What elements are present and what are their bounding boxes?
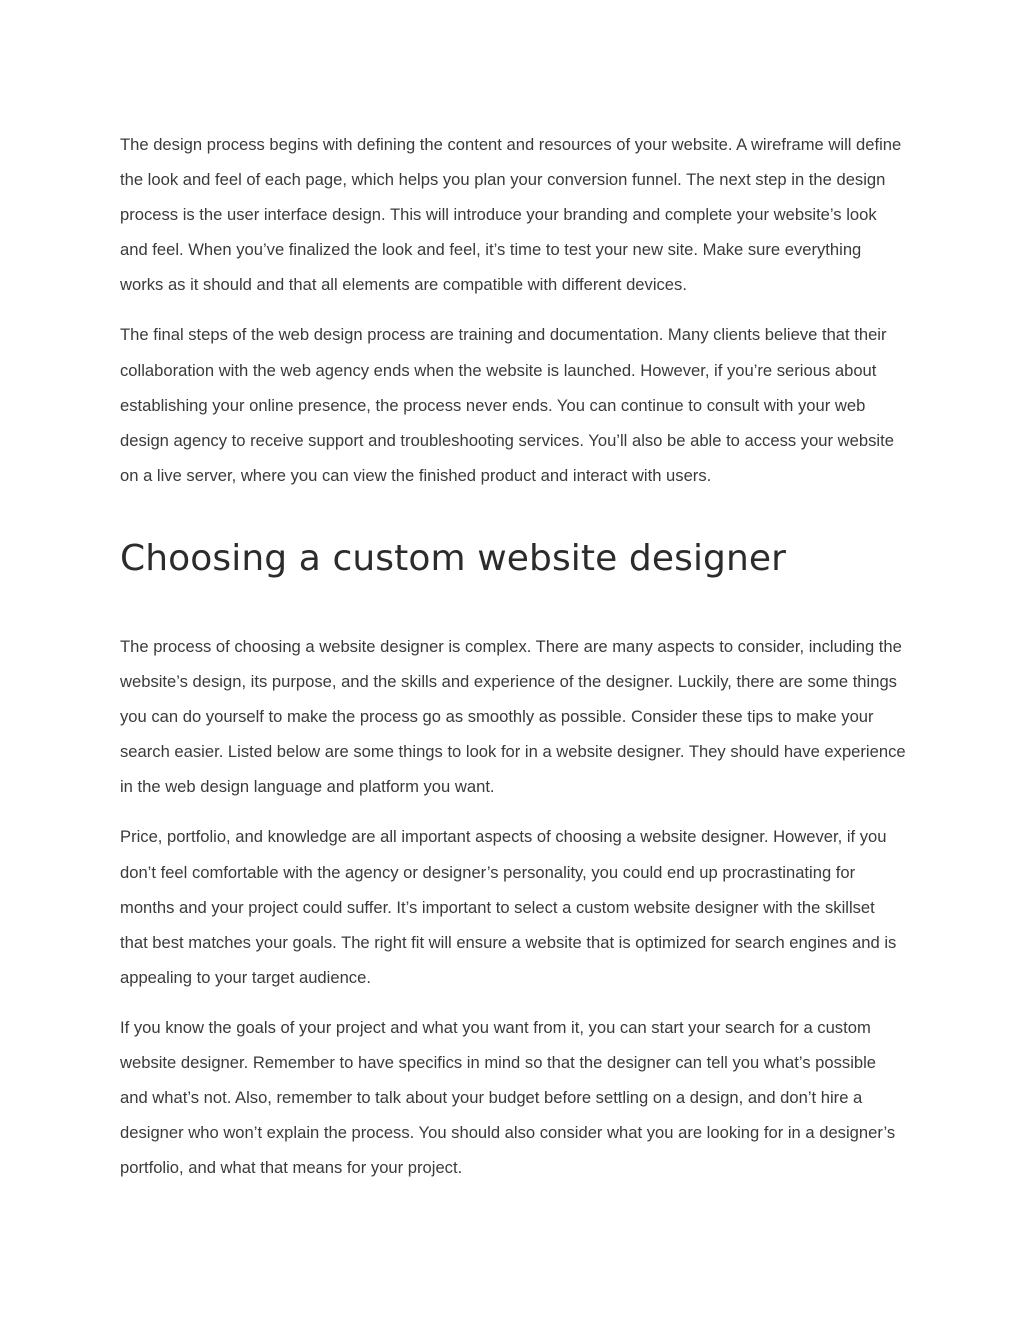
choosing-designer-section: [120, 629, 906, 1185]
paragraph-choosing-process: The process of choosing a website designer is complex. There are many aspects to consider, including the website’s design, its purpose, and the skills and experience of the designer. Luckily, there are some things you can do yourself to make the process go as smoothly as possible. Consider these tips to make your search easier. Listed below are some things to look for in a website designer. They should have experience in the web design language and platform you want.: [120, 636, 906, 797]
paragraph-final-steps: The final steps of the web design process are training and documentation. Many clients believe that their collaboration with the web agency ends when the website is launched. However, if you’re serious about establishing your online presence, the process never ends. You can continue to consult with your web design agency to receive support and troubleshooting services. You’ll also be able to access your website on a live server, where you can view the finished product and interact with users.: [120, 325, 894, 485]
intro-section: [120, 127, 906, 493]
paragraph-project-goals: If you know the goals of your project and what you want from it, you can start your search for a custom website designer. Remember to have specifics in mind so that the designer can tell you what’s possible and what’s not. Also, remember to talk about your budget before settling on a design, and don’t hire a designer who won’t explain the process. You should also consider what you are looking for in a designer’s portfolio, and what that means for your project.: [120, 1017, 896, 1178]
document-page: [120, 127, 906, 1185]
paragraph-price-portfolio: Price, portfolio, and knowledge are all important aspects of choosing a website designer. However, if you don’t feel comfortable with the agency or designer’s personality, you could end up procrastinating for months and your project could suffer. It’s important to select a custom website designer with the skillset that best matches your goals. The right fit will ensure a website that is optimized for search engines and is appealing to your target audience.: [120, 827, 897, 987]
section-heading: Choosing a custom website designer: [120, 537, 787, 579]
paragraph-design-process: The design process begins with defining the content and resources of your website. A wireframe will define the look and feel of each page, which helps you plan your conversion funnel. The next step in the design process is the user interface design. This will introduce your branding and complete your website’s look and feel. When you’ve finalized the look and feel, it’s time to test your new site. Make sure everything works as it should and that all elements are compatible with different devices.: [120, 135, 902, 295]
